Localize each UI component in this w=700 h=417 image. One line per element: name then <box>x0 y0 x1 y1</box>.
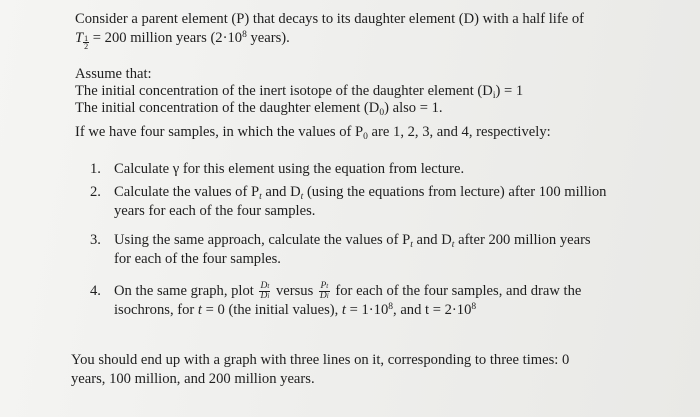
list-item-2-cont: years for each of the four samples. <box>114 203 316 219</box>
half-life-exponent: 8 <box>242 30 247 40</box>
conclusion-line-2: years, 100 million, and 200 million years. <box>71 371 315 387</box>
intro-text-1: Consider a parent element (P) that decays to its daughter element (D) with a half life of <box>75 11 584 27</box>
assume-heading: Assume that: <box>75 66 152 82</box>
assume-inert-line: The initial concentration of the inert isotope of the daughter element $(D_i) = 1$ <box>75 83 524 101</box>
samples-line: If we have four samples, in which the values of $P_0$ are 1, 2, 3, and 4, respectively: <box>75 124 551 142</box>
half-life-symbol: T <box>75 30 84 46</box>
item-number: 2. <box>90 184 101 200</box>
half-life-units: years). <box>246 30 290 46</box>
half-subscript: $\frac{1}{2}$ <box>84 34 89 52</box>
fraction-dt-di: $\frac{Dt}{Di}$ <box>260 281 270 301</box>
half-life-value: = 200 million years (2·10 <box>92 30 243 46</box>
intro-line-2 <box>75 30 290 52</box>
item-number: 3. <box>90 232 101 248</box>
list-item-4-cont: isochrons, for t = 0 (the initial values), $t = 1\cdot 10^8$, and $t = 2\cdot 10^8$ <box>114 302 477 318</box>
intro-line-1 <box>75 11 584 28</box>
item-number: 1. <box>90 161 101 177</box>
list-item-3: 3. Using the same approach, calculate the values of $P_t$ and $D_t$ after 200 million years <box>90 232 591 250</box>
item-text: Calculate γ for this element using the equation from lecture. <box>114 161 465 177</box>
list-item-4: 4. On the same graph, plot $\frac{Dt}{Di}$ versus $\frac{Pt}{Di}$ for each of the four samples, and draw the <box>90 281 582 301</box>
list-item-3-cont: for each of the four samples. <box>114 251 281 267</box>
fraction-pt-di: $\frac{Pt}{Di}$ <box>319 281 329 301</box>
assume-daughter-line: The initial concentration of the daughter element $(D_0)$ also = 1. <box>75 100 443 118</box>
list-item-1 <box>90 161 464 178</box>
item-number: 4. <box>90 282 101 299</box>
list-item-2: 2. Calculate the values of $P_t$ and $D_t$ (using the equations from lecture) after 100 million <box>90 184 607 202</box>
conclusion-line-1: You should end up with a graph with three lines on it, corresponding to three times: 0 <box>71 352 570 368</box>
